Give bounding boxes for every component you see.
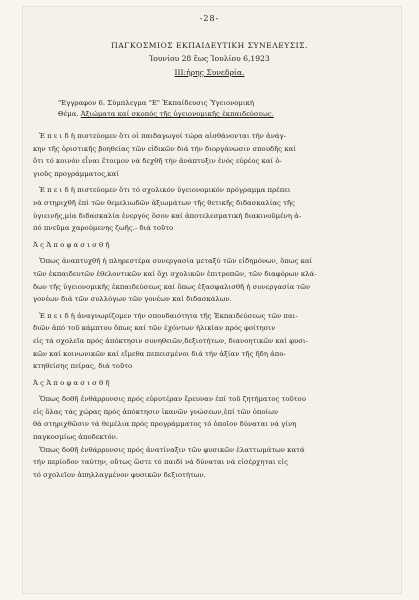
text-line: γιοῦς προγράμματος,καί [33, 169, 120, 178]
text-line: Ἀ ς Ἀ π ο φ α σ ι σ θ ῆ [33, 240, 110, 249]
text-line: Ὅπως δοθῆ ἐνθάρρυνσις πρός εὐρυτέραν ἔρευναν ἐπί τοῦ ζητήματος τοῦτου [39, 395, 306, 404]
resolution-body [33, 130, 397, 481]
subject-text: Ἀξιώματα καί σκοπός τῆς ὑγειονομικῆς ἐκπαιδεύσεως. [80, 110, 274, 118]
text-line: νά στηριχθῆ ἐπί τῶν θεμελιωδῶν ἀξιωμάτων τῆς θετικῆς διδασκαλίας τῆς [33, 198, 295, 207]
text-line: παγκοσμίως ἀποδεκτόν. [33, 433, 119, 442]
document-subject-line [58, 109, 388, 120]
text-line: γονέων διά τῶν συλλόγων τῶν γονέων καί διδασκάλων. [33, 295, 232, 304]
page-number: -28- [199, 14, 220, 23]
text-line: κῶν καί κοινωνικῶν καί εἴμεθα πεπεισμένοι διά τήν ἀξίαν τῆς ἤδη ἀπο- [33, 349, 286, 358]
text-line: Ὅπως ἀναπτυχθῆ ἡ πληρεστέρα συνεργασία μεταξύ τῶν εἰδημόνων, ὅπως καί [39, 257, 313, 266]
text-line: ὑγιεινῆς,μία διδασκαλία ἐνεργός ὅσον καί ἀποτελεσματική διακινοῦμένη ἀ- [33, 211, 302, 220]
assembly-title: ΠΑΓΚΟΣΜΙΟΣ ΕΚΠΑΙΔΕΥΤΙΚΗ ΣΥΝΕΛΕΥΣΙΣ. [111, 41, 308, 50]
text-line: διῶν ἀπό τοῦ κάμπτου ὅπως καί τῶν ἐχόντων ἡλικίαν πρός φοίτησιν [33, 324, 276, 333]
session-title-text: ΙΙΙ:ἠρης Συνεδρία. [174, 68, 245, 77]
text-line: τό σχολεῖον ἀπηλλαγμένον φυσικῶν δεξιοτήτων. [33, 470, 206, 479]
text-line: Ἀ ς Ἀ π ο φ α σ ι σ θ ῆ [33, 378, 110, 387]
text-line: Ἐ π ε ι δ ἡ πιστεύομεν ὅτι τό σχολικόν ὑγειονομικόν πρόγραμμα πρέπει [39, 186, 291, 195]
text-line: δων τῆς ὑγειονομικῆς ἐκπαιδεύσεως καί ὅπως ἐξασφαλισθῆ ἡ συνεργασία τῶν [33, 282, 311, 291]
document-reference [58, 98, 388, 120]
subject-prefix: Θέμα. [58, 110, 81, 118]
text-line: εἰς ὅλας τάς χώρας πρός ἀπόκτησιν ἱκανῶν γνώσεων,ἐπί τῶν ὁποίων [33, 407, 279, 416]
text-line: Ἐ π ε ι δ ἡ ἀναγνωρίζομεν τήν σπουδαιότητα τῆς Ἐκπαιδεύσεως τῶν παι- [39, 311, 298, 320]
text-line: Ὅπως δοθῆ ἐνθάρρυνσις πρός ἀνατίναξιν τῶν φυσικῶν ἐλαττωμάτων κατά [39, 445, 305, 454]
text-line: θά στηριχθῶσιν τά θεμέλια πρός προγράμματος τό ὁποῖον δύναται νά γίνη [33, 420, 297, 429]
assembly-dates: Ἰουνίου 28 ἕως Ἰουλίου 6,1923 [149, 54, 270, 63]
text-line: τῶν ἐκπαιδευτῶν ἐθελοντικῶν καί ὄχι σχολικῶν ἐπιτροπῶν, τῶν διαφόρων κλά- [33, 269, 317, 278]
text-line: πό πνεῦμα χαρούμενης ζωῆς.- διά τοῦτο [33, 224, 174, 233]
text-line: κτηθείσης πείρας, διά τοῦτο [33, 362, 133, 371]
text-line: ὅτι τό κοινόν εἶναι ἕτοιμον νά δεχθῆ τήν ἀνάπτυξιν ἑνός εὐρέος καί ὁ- [33, 157, 282, 166]
text-line: εἰς τά σχολεῖα πρός ἀπόκτησιν συνηθειῶν,δεξιοτήτων, διανοητικῶν καί φυσι- [33, 336, 308, 345]
session-title [0, 67, 419, 78]
text-line: Ἐ π ε ι δ ἡ πιστεύομεν ὅτι οἱ παιδαγωγοί τώρα αἰσθάνονται τήν ἀνάγ- [39, 132, 286, 140]
document-reference-line: "Εγγραφον 6. Σύμπλεγμα "Ε" Ἐκπαίδευσις Ὑγειονομική [58, 99, 255, 107]
text-line: κην τῆς ὁριστικῆς βοηθείας τῶν εἰδικῶν διά τήν διοργάνωσιν σπουδῆς καί [33, 144, 297, 153]
text-line: τήν περίοδον ταύτην, οὕτως ὥστε τό παιδί νά δύναται νά εἰσέρχηται εἰς [33, 458, 288, 467]
